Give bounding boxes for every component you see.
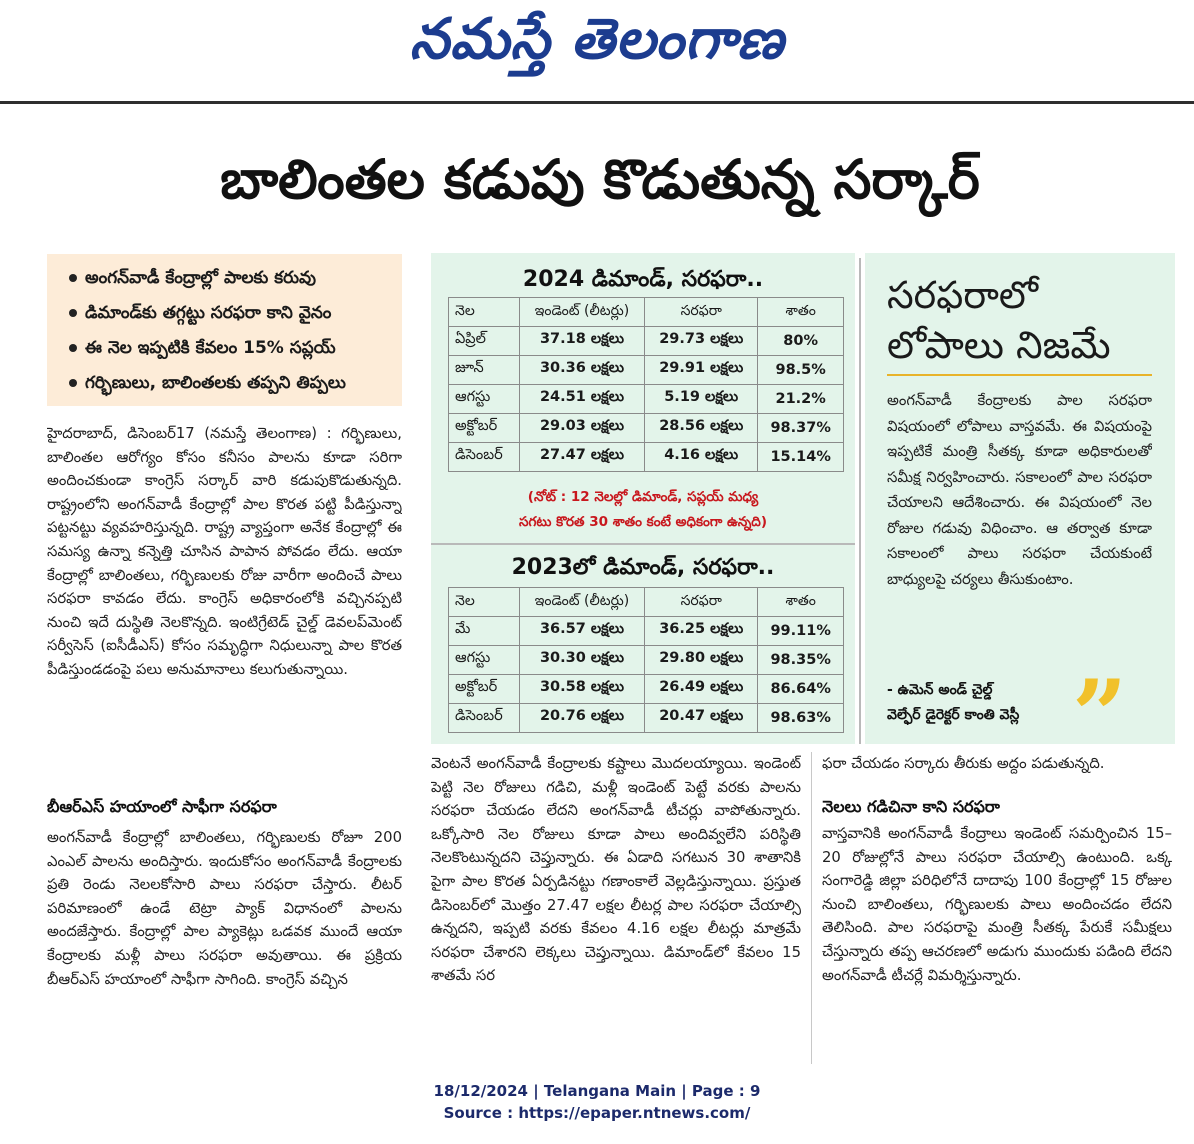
highlights-box xyxy=(47,254,402,406)
table-header-cell: సరఫరా xyxy=(645,298,758,327)
bullet-icon xyxy=(69,274,77,282)
table-note-line-1: (నోట్‌ : 12 నెలల్లో డిమాండ్‌, సప్లయ్‌ మధ్య xyxy=(527,489,759,505)
sidebox-body: అంగన్‌వాడీ కేంద్రాలకు పాల సరఫరా విషయంలో లోపాలు వాస్తవమే. ఈ విషయంపై ఇప్పటికే మంత్రి సీతక్క కూడా అధికారులతో సమీక్ష నిర్వహించారు. సకాలంలో పాల సరఫరా చేయాలని ఆదేశించారు. ఈ విషయంలో నెల రోజుల గడువు విధించాం. ఆ తర్వాత కూడా సకాలంలో పాలు సరఫరా చేయకుంటే బాధ్యులపై చర్యలు తీసుకుంటాం. xyxy=(887,392,1152,588)
masthead xyxy=(0,0,1194,100)
table-note-line-2: సగటు కొరత 30 శాతం కంటే అధికంగా ఉన్నది) xyxy=(518,514,767,530)
masthead-logo: నమస్తే తెలంగాణ xyxy=(409,6,785,72)
table-2023-title: 2023లో డిమాండ్‌, సరఫరా.. xyxy=(511,555,775,580)
headline: బాలింతల కడుపు కొడుతున్న సర్కార్ xyxy=(220,148,980,211)
table-row: జూన్‌ 30.36 లక్షలు 29.91 లక్షలు 98.5% xyxy=(449,356,844,385)
table-header-row xyxy=(449,298,844,327)
column-1-text: హైదరాబాద్‌, డిసెంబర్‌17 (నమస్తే తెలంగాణ) : గర్భిణులు, బాలింతల ఆరోగ్యం కోసం కనీసం పాలను కూడా సరిగా అందించకుండా కాంగ్రెస్‌ సర్కార్‌ వారి కడుపుకొడుతున్నది. రాష్ట్రంలోని అంగన్‌వాడీ కేంద్రాల్లో పాల కొరత పట్టి పీడిస్తున్నా పట్టనట్టు వ్యవహరిస్తున్నది. రాష్ట్ర వ్యాప్తంగా అనేక కేంద్రాల్లో ఈ సమస్య ఉన్నా కన్నెత్తి చూసిన పాపాన పోవడం లేదు. ఆయా కేంద్రాల్లో బాలింతలు, గర్భిణులకు రోజు వారీగా అందించే పాలు సరఫరా కావడం లేదు. కాంగ్రెస్‌ అధికారంలోకి వచ్చినప్పటి నుంచి ఇదే దుస్థితి నెలకొన్నది. ఇంటిగ్రేటెడ్‌ చైల్డ్‌ డెవలప్‌మెంట్‌ సర్వీసెస్‌ (ఐసీడీఎస్‌) కోసం సమృద్ధిగా నిధులున్నా పాల కొరత పీడిస్తుండడంపై పలు అనుమానాలు కలుగుతున్నాయి. xyxy=(47,425,402,678)
table-header-cell: నెల xyxy=(449,588,520,617)
sidebox-title-line-2: లోపాలు నిజమే xyxy=(887,323,1111,367)
column-3-text-2: వాస్తవానికి అంగన్‌వాడీ కేంద్రాలు ఇండెంట్‌ సమర్పించిన 15– 20 రోజుల్లోనే పాలు సరఫరా చేయాల్సి ఉంటుంది. ఒక్క సంగారెడ్డి జిల్లా పరిధిలోనే దాదాపు 100 కేంద్రాల్లో 15 రోజుల నుంచి బాలింతలు, గర్భిణులకు పాలు అందించడం లేదని తెలిసింది. పాల సరఫరాపై మంత్రి సీతక్క పేరుకే సమీక్షలు చేస్తున్నారు తప్ప ఆచరణలో అడుగు ముందుకు పడింది లేదని అంగన్‌వాడీ టీచర్లే విమర్శిస్తున్నారు. xyxy=(822,825,1172,984)
table-2024-title: 2024 డిమాండ్‌, సరఫరా.. xyxy=(522,267,764,292)
bullet-icon xyxy=(69,309,77,317)
table-header-cell: ఇండెంట్‌ (లీటర్లు) xyxy=(519,588,644,617)
quote-icon: ” xyxy=(1072,659,1128,772)
table-2023 xyxy=(448,587,844,733)
table-header-cell: ఇండెంట్‌ (లీటర్లు) xyxy=(519,298,644,327)
column-1-subhead: బీఆర్‌ఎస్‌ హయాంలో సాఫీగా సరఫరా xyxy=(47,797,277,816)
table-row: డిసెంబర్‌ 27.47 లక్షలు 4.16 లక్షలు 15.14% xyxy=(449,443,844,472)
footer-source: Source : https://epaper.ntnews.com/ xyxy=(443,1104,751,1122)
highlight-item: డిమాండ్‌కు తగ్గట్టు సరఫరా కాని వైనం xyxy=(69,303,331,327)
bullet-icon xyxy=(69,379,77,387)
column-3-subhead: నెలలు గడిచినా కాని సరఫరా xyxy=(822,797,1000,816)
column-3-text: ఫరా చేయడం సర్కారు తీరుకు అద్దం పడుతున్నది. xyxy=(822,755,1105,772)
footer-date-page: 18/12/2024 | Telangana Main | Page : 9 xyxy=(433,1082,761,1100)
sidebox-title-line-1: సరఫరాలో xyxy=(887,273,1038,317)
byline-line-2: వెల్ఫేర్‌ డైరెక్టర్‌ కాంతి వెస్లీ xyxy=(887,707,1020,723)
column-2-text: వెంటనే అంగన్‌వాడీ కేంద్రాలకు కష్టాలు మొదలయ్యాయి. ఇండెంట్‌ పెట్టి నెల రోజులు గడిచి, మళ్లీ ఇండెంట్‌ పెట్టే వరకు పాలను సరఫరా చేయడం లేదని అంగన్‌వాడీ టీచర్లు వాపోతున్నారు. ఒక్కోసారి నెల రోజులు కూడా పాలు అందివ్వలేని పరిస్థితి నెలకొంటున్నదని చెప్తున్నారు. ఈ ఏడాది సగటున 30 శాతానికి పైగా పాల కొరత ఏర్పడినట్టు గణాంకాలే వెల్లడిస్తున్నాయి. ప్రస్తుత డిసెంబర్‌లో మొత్తం 27.47 లక్షల లీటర్ల పాల సరఫరా చేయాల్సి ఉన్నదని, ఇప్పటి వరకు కేవలం 4.16 లక్షల లీటర్లు మాత్రమే సరఫరా చేశారని లెక్కలు చెప్తున్నాయి. డిమాండ్‌లో కేవలం 15 శాతమే సర xyxy=(431,755,801,985)
table-row: డిసెంబర్‌ 20.76 లక్షలు 20.47 లక్షలు 98.63% xyxy=(449,704,844,733)
table-header-cell: శాతం xyxy=(758,298,844,327)
table-row: ఆగస్టు 30.30 లక్షలు 29.80 లక్షలు 98.35% xyxy=(449,646,844,675)
column-divider-2 xyxy=(811,752,812,1064)
column-divider xyxy=(859,258,861,744)
table-row: అక్టోబర్‌ 29.03 లక్షలు 28.56 లక్షలు 98.37% xyxy=(449,414,844,443)
highlight-item: అంగన్‌వాడీ కేంద్రాల్లో పాలకు కరువు xyxy=(69,268,316,292)
highlight-item: గర్భిణులు, బాలింతలకు తప్పని తిప్పలు xyxy=(69,373,346,397)
table-header-cell: నెల xyxy=(449,298,520,327)
table-2024 xyxy=(448,297,844,472)
table-row: ఆగస్టు 24.51 లక్షలు 5.19 లక్షలు 21.2% xyxy=(449,385,844,414)
table-header-cell: సరఫరా xyxy=(645,588,758,617)
masthead-rule xyxy=(0,101,1194,104)
table-header-row xyxy=(449,588,844,617)
byline-line-1: - ఉమెన్‌ అండ్‌ చైల్డ్‌ xyxy=(887,682,993,698)
table-row: అక్టోబర్‌ 30.58 లక్షలు 26.49 లక్షలు 86.64% xyxy=(449,675,844,704)
sidebox-rule xyxy=(887,374,1152,376)
table-row: మే 36.57 లక్షలు 36.25 లక్షలు 99.11% xyxy=(449,617,844,646)
table-separator xyxy=(431,543,855,545)
highlight-item: ఈ నెల ఇప్పటికి కేవలం 15% సప్లయ్‌ xyxy=(69,338,336,362)
bullet-icon xyxy=(69,344,77,352)
table-header-cell: శాతం xyxy=(758,588,844,617)
data-tables-box xyxy=(431,253,855,744)
column-1-text-2: అంగన్‌వాడీ కేంద్రాల్లో బాలింతలు, గర్భిణులకు రోజూ 200 ఎంఎల్‌ పాలను అందిస్తారు. ఇందుకోసం అంగన్‌వాడీ కేంద్రాలకు ప్రతి రెండు నెలలకోసారి పాలు సరఫరా చేస్తారు. లీటర్‌ పరిమాణంలో ఉండే టెట్రా ప్యాక్‌ విధానంలో పాలను అందజేస్తారు. కేంద్రాల్లో పాల ప్యాకెట్లు ఒడవక ముందే ఆయా కేంద్రాలకు మళ్లీ పాలు సరఫరా అవుతాయి. ఈ ప్రక్రియ బీఆర్‌ఎస్‌ హయాంలో సాఫీగా సాగింది. కాంగ్రెస్‌ వచ్చిన xyxy=(47,829,402,988)
table-row: ఏప్రిల్‌ 37.18 లక్షలు 29.73 లక్షలు 80% xyxy=(449,327,844,356)
